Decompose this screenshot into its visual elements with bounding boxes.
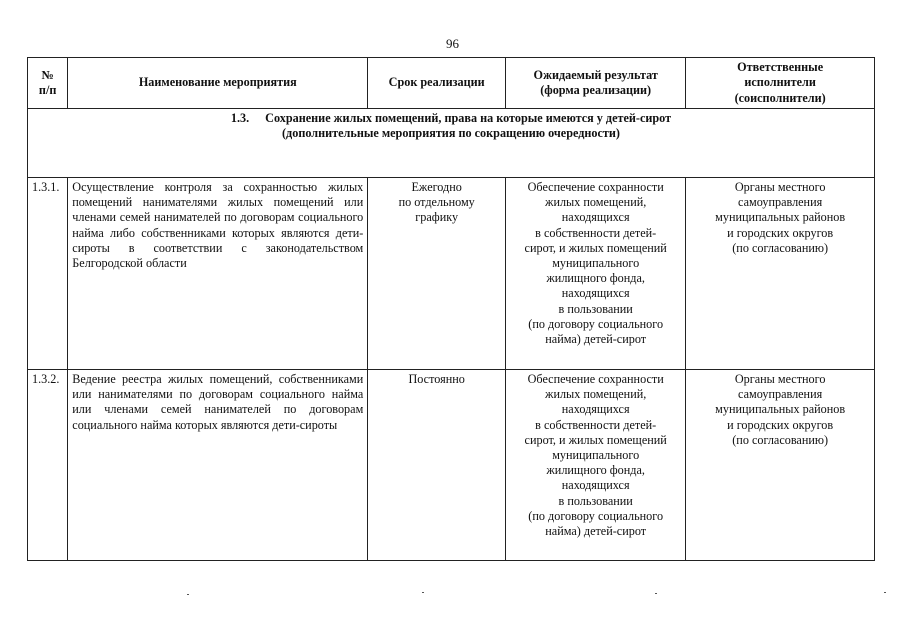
row-number: 1.3.2. — [28, 370, 68, 561]
row-term: Постоянно — [368, 370, 506, 561]
row-responsible: Органы местного самоуправления муниципальных районов и городских округов (по согласованию) — [686, 370, 875, 561]
row-responsible: Органы местного самоуправления муниципальных районов и городских округов (по согласованию) — [686, 178, 875, 370]
header-name: Наименование мероприятия — [68, 58, 368, 109]
header-num: № п/п — [28, 58, 68, 109]
table-row — [28, 370, 875, 561]
section-row — [28, 109, 875, 178]
row-measure-name: Ведение реестра жилых помещений, собственниками или нанимателями по договорам социального найма или членами семей нанимателей по договорам социального найма которых являются дети-сироты — [68, 370, 368, 561]
section-number: 1.3. — [230, 111, 250, 125]
scan-speck — [422, 592, 424, 593]
header-result: Ожидаемый результат (форма реализации) — [506, 58, 686, 109]
scan-speck — [884, 592, 886, 593]
row-result: Обеспечение сохранности жилых помещений, находящихся в собственности детей- сирот, и жилых помещений муниципального жилищного фонда, находящихся в пользовании (по договору социального найма) детей-сирот — [506, 178, 686, 370]
row-result: Обеспечение сохранности жилых помещений, находящихся в собственности детей- сирот, и жилых помещений муниципального жилищного фонда, находящихся в пользовании (по договору социального найма) детей-сирот — [506, 370, 686, 561]
row-term: Ежегодно по отдельному графику — [368, 178, 506, 370]
scan-speck — [187, 594, 189, 595]
scan-specks — [0, 592, 905, 600]
header-responsible: Ответственные исполнители (соисполнители) — [686, 58, 875, 109]
measures-table — [27, 57, 875, 561]
row-measure-name: Осуществление контроля за сохранностью жилых помещений нанимателями жилых помещений или членами семей нанимателей по договорам социального найма либо собственниками которых являются дети-сироты в соответствии с законодательством Белгородской области — [68, 178, 368, 370]
row-number: 1.3.1. — [28, 178, 68, 370]
section-title-cell — [28, 109, 875, 178]
header-row — [28, 58, 875, 109]
table-row — [28, 178, 875, 370]
section-title-line1: Сохранение жилых помещений, права на которые имеются у детей-сирот — [265, 111, 672, 125]
header-term: Срок реализации — [368, 58, 506, 109]
section-title-line2: (дополнительные мероприятия по сокращению очередности) — [282, 126, 620, 141]
page-number: 96 — [446, 36, 459, 51]
scan-speck — [655, 593, 657, 594]
